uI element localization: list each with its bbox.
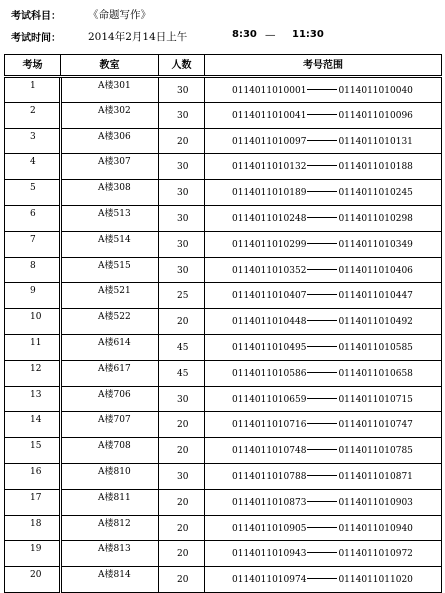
student-count: 20: [177, 136, 189, 147]
room-number: 10: [30, 312, 42, 323]
time-line: [0, 26, 445, 46]
classroom-cell: [61, 102, 159, 128]
table-row: [5, 360, 442, 386]
classroom: A楼514: [98, 234, 131, 245]
range-dash: [307, 114, 337, 115]
classroom-cell: [61, 283, 159, 309]
classroom-cell: [61, 541, 159, 567]
classroom: A楼814: [98, 570, 131, 581]
room-number-cell: [5, 541, 61, 567]
id-range-cell: [205, 283, 442, 309]
id-range-end: 0114011010785: [338, 446, 413, 457]
room-number: 18: [30, 518, 42, 529]
id-range-cell: [205, 205, 442, 231]
room-number-cell: [5, 515, 61, 541]
id-range-start: 0114011010788: [232, 471, 307, 482]
id-range-cell: [205, 412, 442, 438]
classroom-cell: [61, 128, 159, 154]
id-range-start: 0114011010097: [232, 136, 307, 147]
id-range-start: 0114011010974: [232, 575, 307, 586]
id-range-cell: [205, 102, 442, 128]
room-number-cell: [5, 154, 61, 180]
id-range-end: 0114011010447: [338, 291, 413, 302]
range-dash: [307, 217, 337, 218]
range-dash: [307, 552, 337, 553]
id-range-end: 0114011010131: [338, 136, 413, 147]
id-range-end: 0114011010298: [338, 213, 413, 224]
count-cell: [159, 438, 205, 464]
room-number: 16: [30, 466, 42, 477]
id-range-end: 0114011010096: [338, 110, 413, 121]
room-number-cell: [5, 412, 61, 438]
id-range-cell: [205, 231, 442, 257]
classroom-cell: [61, 77, 159, 103]
room-number: 9: [30, 286, 36, 297]
range-dash: [307, 243, 337, 244]
classroom: A楼307: [98, 157, 131, 168]
room-number-cell: [5, 231, 61, 257]
count-cell: [159, 180, 205, 206]
count-cell: [159, 283, 205, 309]
id-range-cell: [205, 360, 442, 386]
id-range-cell: [205, 463, 442, 489]
student-count: 45: [177, 368, 189, 379]
student-count: 30: [177, 213, 189, 224]
id-range-end: 0114011010940: [338, 523, 413, 534]
classroom-cell: [61, 154, 159, 180]
room-number: 7: [30, 234, 36, 245]
id-range-start: 0114011010189: [232, 188, 307, 199]
range-dash: [307, 294, 337, 295]
student-count: 30: [177, 471, 189, 482]
student-count: 30: [177, 394, 189, 405]
range-dash: [307, 423, 337, 424]
classroom: A楼521: [98, 286, 131, 297]
id-range-cell: [205, 154, 442, 180]
id-range-start: 0114011010041: [232, 110, 307, 121]
classroom-cell: [61, 438, 159, 464]
student-count: 45: [177, 342, 189, 353]
classroom-cell: [61, 412, 159, 438]
classroom: A楼308: [98, 183, 131, 194]
room-number: 1: [30, 81, 36, 91]
id-range-end: 0114011010585: [338, 342, 413, 353]
count-cell: [159, 102, 205, 128]
count-cell: [159, 386, 205, 412]
student-count: 30: [177, 110, 189, 121]
student-count: 20: [177, 497, 189, 508]
count-cell: [159, 257, 205, 283]
id-range-cell: [205, 541, 442, 567]
subject-label: 考试科目：: [11, 11, 61, 22]
count-cell: [159, 463, 205, 489]
id-range-cell: [205, 180, 442, 206]
room-number: 15: [30, 441, 42, 452]
count-cell: [159, 334, 205, 360]
room-number: 5: [30, 183, 36, 194]
subject-value: 《命题写作》: [88, 9, 151, 21]
table-row: [5, 386, 442, 412]
room-number: 3: [30, 131, 36, 142]
range-dash: [307, 372, 337, 373]
table-row: [5, 515, 442, 541]
range-dash: [307, 346, 337, 347]
classroom-cell: [61, 360, 159, 386]
classroom-cell: [61, 309, 159, 335]
room-number-cell: [5, 463, 61, 489]
student-count: 25: [177, 291, 189, 302]
room-number: 17: [30, 492, 42, 503]
room-number-cell: [5, 180, 61, 206]
id-range-start: 0114011010748: [232, 446, 307, 457]
room-number: 11: [30, 337, 42, 348]
id-range-start: 0114011010943: [232, 549, 307, 560]
classroom-cell: [61, 463, 159, 489]
room-number-cell: [5, 77, 61, 103]
room-number: 4: [30, 157, 36, 168]
count-cell: [159, 77, 205, 103]
room-number-cell: [5, 360, 61, 386]
classroom: A楼522: [98, 312, 131, 323]
exam-date: 2014年2月14日上午: [88, 31, 188, 43]
id-range-end: 0114011010972: [338, 549, 413, 560]
count-cell: [159, 128, 205, 154]
id-range-cell: [205, 515, 442, 541]
id-range-cell: [205, 257, 442, 283]
room-number: 14: [30, 415, 42, 426]
table-row: [5, 438, 442, 464]
classroom: A楼515: [98, 260, 131, 271]
count-cell: [159, 567, 205, 593]
id-range-start: 0114011010716: [232, 420, 307, 431]
range-dash: [307, 89, 337, 90]
room-number-cell: [5, 438, 61, 464]
count-cell: [159, 360, 205, 386]
count-cell: [159, 515, 205, 541]
room-number: 13: [30, 389, 42, 400]
range-dash: [307, 140, 337, 141]
room-number-cell: [5, 567, 61, 593]
id-range-cell: [205, 489, 442, 515]
table-row: [5, 489, 442, 515]
id-range-end: 0114011010903: [338, 497, 413, 508]
count-cell: [159, 231, 205, 257]
id-range-start: 0114011010873: [232, 497, 307, 508]
range-dash: [307, 320, 337, 321]
room-number: 20: [30, 570, 42, 581]
id-range-start: 0114011010132: [232, 162, 307, 173]
classroom: A楼708: [98, 441, 131, 452]
room-number-cell: [5, 309, 61, 335]
id-range-start: 0114011010659: [232, 394, 307, 405]
classroom: A楼706: [98, 389, 131, 400]
id-range-start: 0114011010352: [232, 265, 307, 276]
table-row: [5, 231, 442, 257]
room-number-cell: [5, 334, 61, 360]
table-header-row: [5, 55, 442, 77]
student-count: 20: [177, 523, 189, 534]
start-time: 8:30: [232, 29, 257, 40]
range-dash: [307, 527, 337, 528]
id-range-cell: [205, 309, 442, 335]
col-header-classroom: 教室: [61, 55, 159, 77]
student-count: 30: [177, 86, 189, 96]
classroom: A楼302: [98, 105, 131, 116]
id-range-end: 0114011010747: [338, 420, 413, 431]
student-count: 30: [177, 265, 189, 276]
count-cell: [159, 205, 205, 231]
subject-line: [0, 4, 445, 24]
id-range-start: 0114011010495: [232, 342, 307, 353]
classroom-cell: [61, 257, 159, 283]
id-range-end: 0114011010245: [338, 188, 413, 199]
count-cell: [159, 154, 205, 180]
id-range-start: 0114011010248: [232, 213, 307, 224]
col-header-count: 人数: [159, 55, 205, 77]
range-dash: [307, 165, 337, 166]
student-count: 20: [177, 317, 189, 328]
student-count: 30: [177, 239, 189, 250]
id-range-end: 0114011010658: [338, 368, 413, 379]
id-range-end: 0114011011020: [338, 575, 413, 586]
id-range-start: 0114011010586: [232, 368, 307, 379]
table-row: [5, 334, 442, 360]
id-range-cell: [205, 567, 442, 593]
id-range-end: 0114011010188: [338, 162, 413, 173]
room-number-cell: [5, 257, 61, 283]
id-range-end: 0114011010406: [338, 265, 413, 276]
id-range-end: 0114011010871: [338, 471, 413, 482]
id-range-start: 0114011010905: [232, 523, 307, 534]
count-cell: [159, 489, 205, 515]
room-number-cell: [5, 128, 61, 154]
room-number-cell: [5, 205, 61, 231]
count-cell: [159, 309, 205, 335]
table-row: [5, 412, 442, 438]
classroom-cell: [61, 386, 159, 412]
student-count: 30: [177, 188, 189, 199]
table-row: [5, 309, 442, 335]
id-range-start: 0114011010001: [232, 86, 307, 96]
student-count: 20: [177, 446, 189, 457]
student-count: 20: [177, 575, 189, 586]
id-range-cell: [205, 334, 442, 360]
table-row: [5, 541, 442, 567]
classroom-cell: [61, 231, 159, 257]
classroom-cell: [61, 334, 159, 360]
table-row: [5, 257, 442, 283]
range-dash: [307, 269, 337, 270]
id-range-start: 0114011010448: [232, 317, 307, 328]
range-dash: [307, 191, 337, 192]
id-range-cell: [205, 77, 442, 103]
table-row: [5, 180, 442, 206]
classroom-cell: [61, 180, 159, 206]
id-range-end: 0114011010040: [338, 86, 413, 96]
classroom: A楼513: [98, 208, 131, 219]
range-dash: [307, 475, 337, 476]
id-range-start: 0114011010299: [232, 239, 307, 250]
room-number-cell: [5, 386, 61, 412]
room-number: 19: [30, 544, 42, 555]
classroom: A楼812: [98, 518, 131, 529]
range-dash: [307, 501, 337, 502]
classroom: A楼301: [98, 81, 131, 91]
id-range-start: 0114011010407: [232, 291, 307, 302]
table-row: [5, 154, 442, 180]
classroom: A楼707: [98, 415, 131, 426]
table-row: [5, 205, 442, 231]
room-number: 6: [30, 208, 36, 219]
range-dash: [307, 449, 337, 450]
classroom: A楼810: [98, 466, 131, 477]
table-row: [5, 463, 442, 489]
col-header-id-range: 考号范围: [205, 55, 442, 77]
classroom: A楼617: [98, 363, 131, 374]
student-count: 20: [177, 420, 189, 431]
range-dash: [307, 398, 337, 399]
exam-room-table: [4, 54, 442, 593]
id-range-cell: [205, 128, 442, 154]
classroom: A楼813: [98, 544, 131, 555]
table-row: [5, 102, 442, 128]
classroom-cell: [61, 567, 159, 593]
col-header-room-no: 考场: [5, 55, 61, 77]
count-cell: [159, 541, 205, 567]
time-separator: —: [265, 29, 276, 41]
classroom: A楼614: [98, 337, 131, 348]
time-label: 考试时间：: [11, 33, 61, 44]
id-range-end: 0114011010715: [338, 394, 413, 405]
table-row: [5, 567, 442, 593]
id-range-cell: [205, 386, 442, 412]
classroom-cell: [61, 515, 159, 541]
student-count: 20: [177, 549, 189, 560]
count-cell: [159, 412, 205, 438]
classroom-cell: [61, 489, 159, 515]
room-number-cell: [5, 102, 61, 128]
room-number-cell: [5, 283, 61, 309]
range-dash: [307, 578, 337, 579]
end-time: 11:30: [292, 29, 324, 40]
room-number: 12: [30, 363, 42, 374]
room-number: 2: [30, 105, 36, 116]
classroom-cell: [61, 205, 159, 231]
room-number-cell: [5, 489, 61, 515]
student-count: 30: [177, 162, 189, 173]
room-number: 8: [30, 260, 36, 271]
id-range-cell: [205, 438, 442, 464]
id-range-end: 0114011010492: [338, 317, 413, 328]
table-row: [5, 77, 442, 103]
table-row: [5, 283, 442, 309]
classroom: A楼306: [98, 131, 131, 142]
table-row: [5, 128, 442, 154]
id-range-end: 0114011010349: [338, 239, 413, 250]
classroom: A楼811: [98, 492, 131, 503]
